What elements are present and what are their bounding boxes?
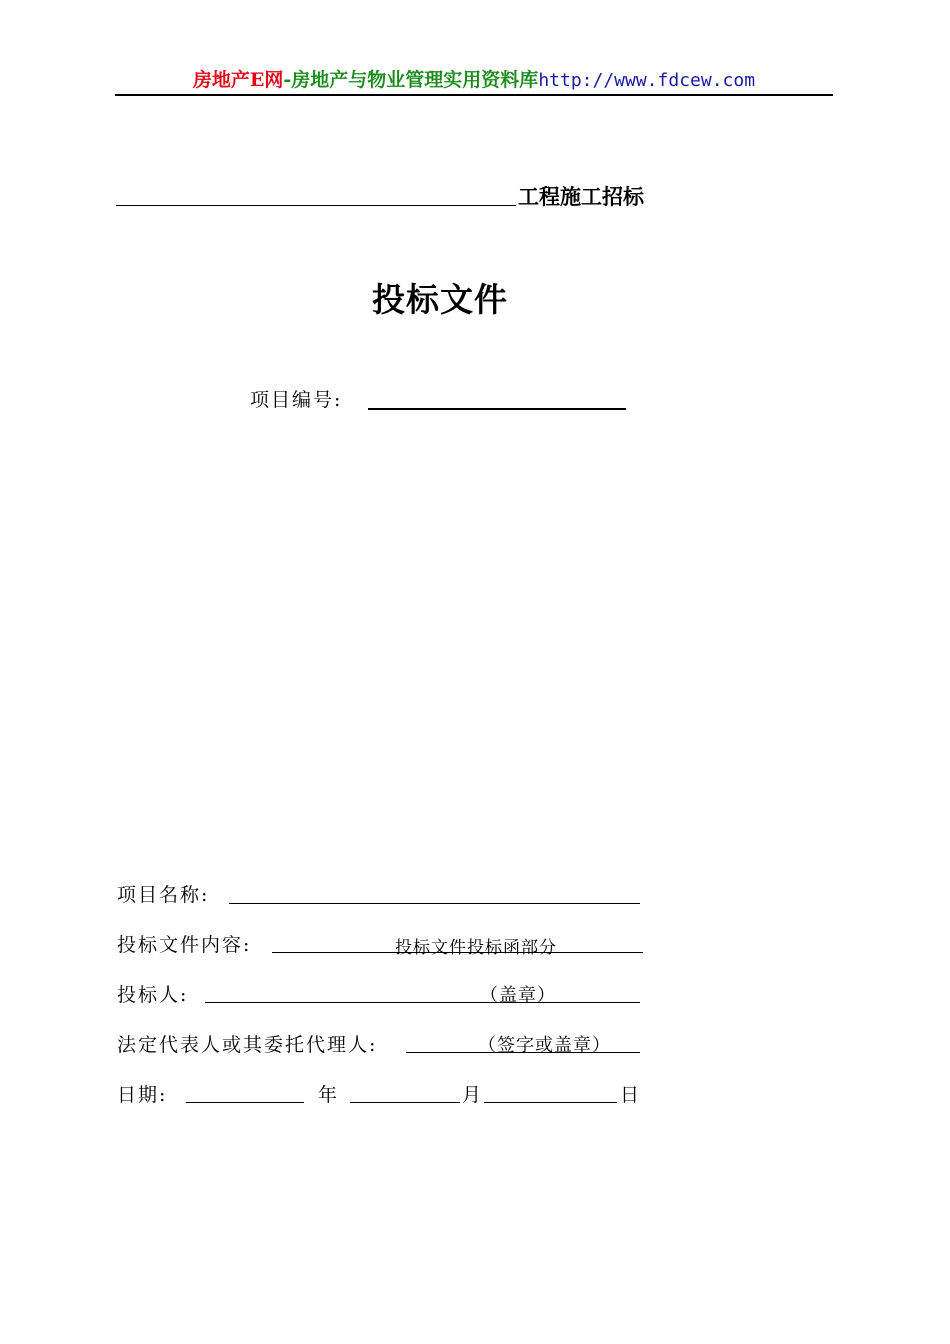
page-header — [115, 66, 833, 96]
project-name-label: 项目名称: — [117, 884, 210, 906]
project-number-blank-line — [368, 408, 626, 410]
date-label: 日期: — [117, 1084, 168, 1106]
month-label: 月 — [462, 1084, 482, 1106]
year-label: 年 — [318, 1084, 338, 1106]
representative-label: 法定代表人或其委托代理人: — [117, 1034, 378, 1056]
project-number-label: 项目编号: — [250, 389, 343, 411]
tender-name-blank-line — [116, 205, 516, 206]
header-url[interactable]: http://www.fdcew.com — [538, 70, 756, 91]
document-title: 投标文件 — [372, 280, 508, 319]
month-blank-line — [350, 1102, 460, 1103]
bidder-seal-note: （盖章） — [480, 985, 556, 1006]
bidder-blank-line — [205, 1002, 640, 1003]
year-blank-line — [186, 1102, 304, 1103]
bidder-label: 投标人: — [117, 984, 189, 1006]
representative-sign-note: （签字或盖章） — [478, 1035, 611, 1056]
header-separator: - — [283, 69, 292, 91]
day-blank-line — [484, 1102, 617, 1103]
day-label: 日 — [620, 1084, 640, 1106]
tender-title: 工程施工招标 — [518, 185, 644, 209]
content-label: 投标文件内容: — [117, 934, 252, 956]
header-tagline: 房地产与物业管理实用资料库 — [291, 69, 539, 91]
content-value: 投标文件投标函部分 — [395, 938, 557, 958]
header-brand: 房地产E网 — [192, 69, 284, 91]
project-name-blank-line — [229, 903, 640, 904]
